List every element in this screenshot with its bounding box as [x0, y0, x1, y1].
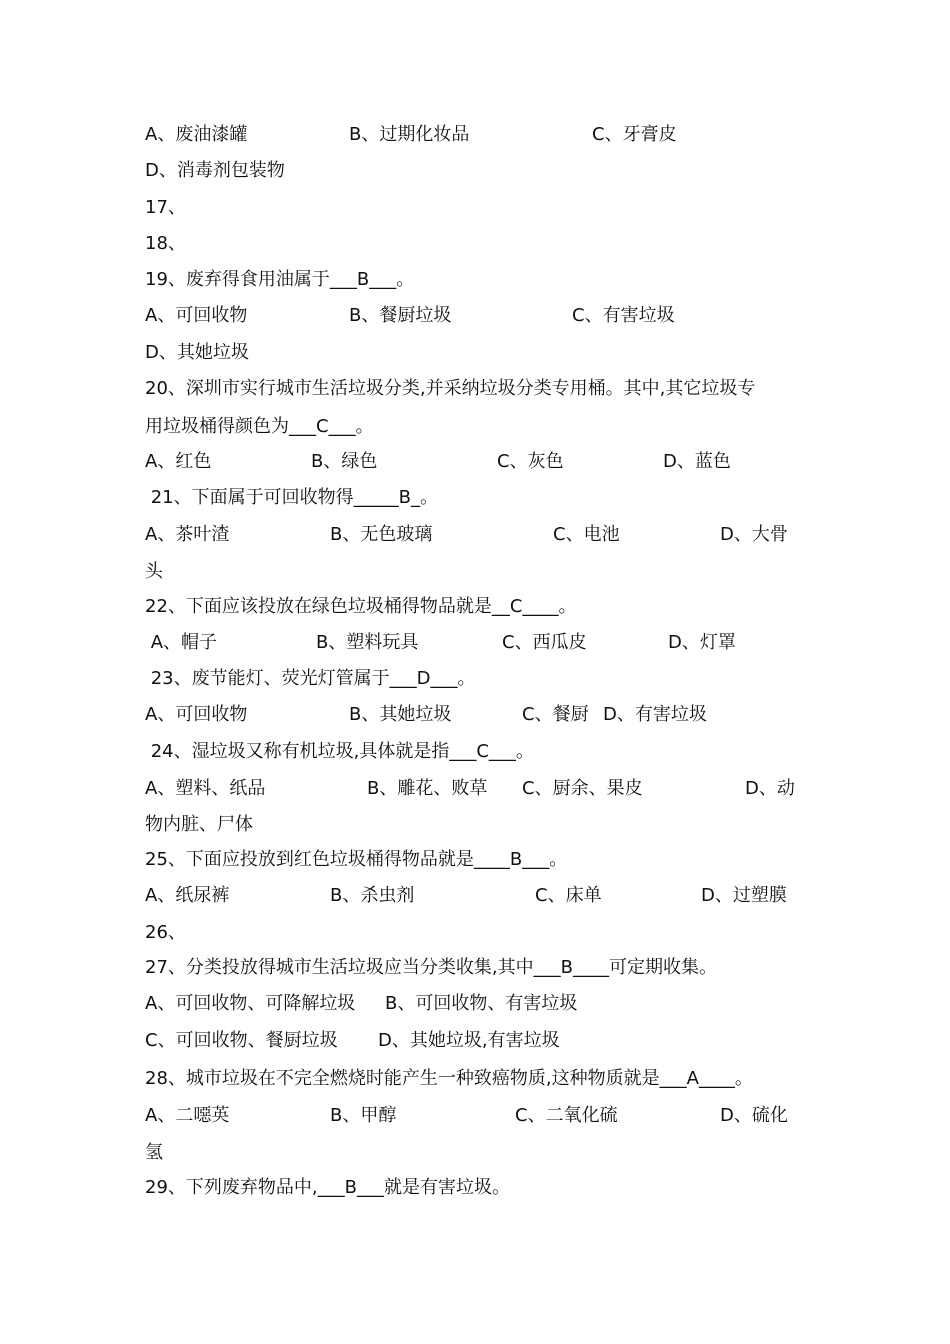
- option-item: A、茶叶渣: [145, 524, 230, 545]
- option-item: D、大骨: [720, 524, 788, 545]
- line-text: 29、下列废弃物品中,___B___就是有害垃圾。: [145, 1177, 510, 1198]
- text-line: [0, 1067, 950, 1091]
- text-line: [0, 848, 950, 872]
- options-row: [0, 777, 950, 801]
- option-item: B、可回收物、有害垃圾: [385, 993, 578, 1014]
- text-line: [0, 415, 950, 439]
- option-item: C、二氧化硫: [515, 1105, 618, 1126]
- option-item: B、其她垃圾: [349, 704, 452, 725]
- options-row: [0, 523, 950, 547]
- option-item: B、塑料玩具: [316, 632, 419, 653]
- options-row: [0, 992, 950, 1016]
- line-text: 18、: [145, 233, 186, 254]
- option-item: B、甲醇: [330, 1105, 397, 1126]
- option-item: C、牙膏皮: [592, 124, 677, 145]
- line-text: 21、下面属于可回收物得_____B_。: [145, 487, 438, 508]
- line-text: 27、分类投放得城市生活垃圾应当分类收集,其中___B____可定期收集。: [145, 957, 717, 978]
- text-line: [0, 956, 950, 980]
- text-line: [0, 196, 950, 220]
- option-item: C、餐厨: [522, 704, 589, 725]
- options-row: [0, 703, 950, 727]
- option-item: C、可回收物、餐厨垃圾: [145, 1030, 338, 1051]
- line-text: 26、: [145, 922, 186, 943]
- line-text: 用垃圾桶得颜色为___C___。: [145, 416, 374, 437]
- options-row: [0, 450, 950, 474]
- text-line: [0, 740, 950, 764]
- text-line: [0, 341, 950, 365]
- line-text: D、其她垃圾: [145, 342, 249, 363]
- option-item: B、雕花、败草: [367, 778, 488, 799]
- option-item: D、动: [745, 778, 795, 799]
- text-line: [0, 595, 950, 619]
- option-item: D、过塑膜: [701, 885, 787, 906]
- option-item: B、杀虫剂: [330, 885, 415, 906]
- option-item: D、硫化: [720, 1105, 788, 1126]
- option-item: C、有害垃圾: [572, 305, 675, 326]
- text-line: [0, 486, 950, 510]
- options-row: [0, 1029, 950, 1053]
- option-item: A、塑料、纸品: [145, 778, 266, 799]
- line-text: 25、下面应投放到红色垃圾桶得物品就是____B___。: [145, 849, 568, 870]
- line-text: 头: [145, 561, 163, 582]
- text-line: [0, 1176, 950, 1200]
- line-text: 物内脏、尸体: [145, 814, 253, 835]
- option-item: D、其她垃圾,有害垃圾: [378, 1030, 560, 1051]
- text-line: [0, 1141, 950, 1165]
- option-item: D、蓝色: [663, 451, 731, 472]
- line-text: 20、深圳市实行城市生活垃圾分类,并采纳垃圾分类专用桶。其中,其它垃圾专: [145, 378, 756, 399]
- line-text: 28、城市垃圾在不完全燃烧时能产生一种致癌物质,这种物质就是___A____。: [145, 1068, 753, 1089]
- option-item: A、可回收物、可降解垃圾: [145, 993, 356, 1014]
- option-item: B、绿色: [311, 451, 378, 472]
- text-line: [0, 813, 950, 837]
- line-text: 24、湿垃圾又称有机垃圾,具体就是指___C___。: [145, 741, 534, 762]
- option-item: A、红色: [145, 451, 212, 472]
- line-text: 19、废弃得食用油属于___B___。: [145, 269, 415, 290]
- option-item: C、灰色: [497, 451, 564, 472]
- text-line: [0, 921, 950, 945]
- option-item: A、二噁英: [145, 1105, 230, 1126]
- option-item: C、厨余、果皮: [522, 778, 643, 799]
- options-row: [0, 1104, 950, 1128]
- option-item: A、可回收物: [145, 704, 248, 725]
- line-text: D、消毒剂包装物: [145, 160, 285, 181]
- option-item: B、过期化妆品: [349, 124, 470, 145]
- line-text: 17、: [145, 197, 186, 218]
- option-item: D、有害垃圾: [603, 704, 707, 725]
- option-item: A、帽子: [145, 632, 218, 653]
- text-line: [0, 159, 950, 183]
- line-text: 氢: [145, 1142, 163, 1163]
- option-item: C、床单: [535, 885, 602, 906]
- text-line: [0, 560, 950, 584]
- options-row: [0, 304, 950, 328]
- line-text: 23、废节能灯、荧光灯管属于___D___。: [145, 668, 476, 689]
- line-text: 22、下面应该投放在绿色垃圾桶得物品就是__C____。: [145, 596, 577, 617]
- text-line: [0, 268, 950, 292]
- option-item: A、可回收物: [145, 305, 248, 326]
- option-item: B、无色玻璃: [330, 524, 433, 545]
- options-row: [0, 631, 950, 655]
- option-item: C、西瓜皮: [502, 632, 587, 653]
- text-line: [0, 667, 950, 691]
- option-item: D、灯罩: [668, 632, 736, 653]
- text-line: [0, 377, 950, 401]
- options-row: [0, 884, 950, 908]
- text-line: [0, 232, 950, 256]
- option-item: C、电池: [553, 524, 620, 545]
- option-item: A、废油漆罐: [145, 124, 248, 145]
- option-item: B、餐厨垃圾: [349, 305, 452, 326]
- option-item: A、纸尿裤: [145, 885, 230, 906]
- options-row: [0, 123, 950, 147]
